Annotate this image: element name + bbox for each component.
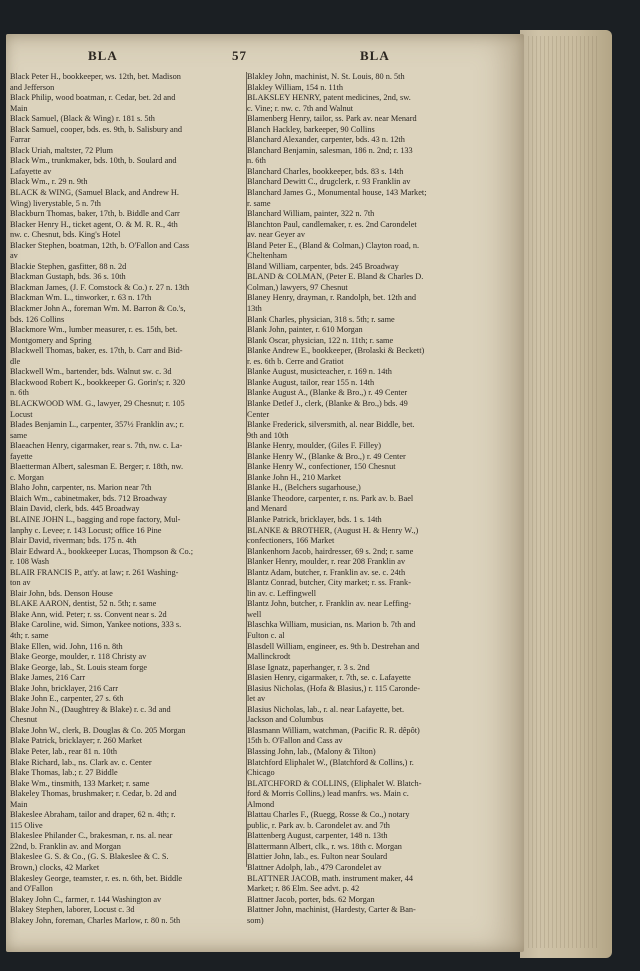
directory-entry-line: well (247, 609, 262, 619)
directory-entry-line: Blake Ann, wid. Peter; r. ss. Convent near s. 2d (10, 609, 167, 619)
directory-entry-line: Lafayette av (10, 166, 52, 176)
directory-entry-line: Blain David, clerk, bds. 445 Broadway (10, 504, 140, 514)
directory-entry-line: Blakey John C., farmer, r. 144 Washington av (10, 894, 162, 904)
directory-entry-line: 13th (247, 304, 262, 314)
directory-entry-line: Wing) liverystable, 5 n. 7th (10, 198, 101, 208)
directory-entry-line: Blake Peter, lab., rear 81 n. 10th (10, 747, 118, 756)
directory-entry-line: c. Morgan (10, 472, 44, 482)
directory-entry-line: 115 Olive (10, 820, 43, 830)
directory-entry-line: Jackson and Columbus (247, 715, 324, 725)
directory-entry-line: Blaney Henry, drayman, r. Randolph, bet. 12th and (247, 293, 417, 303)
directory-entry-line: public, r. Park av. b. Carondelet av. and 7th (247, 820, 390, 830)
directory-entry-line: Blasdell William, engineer, es. 9th b. Destrehan and (247, 641, 420, 651)
directory-entry-line: Blair John, bds. Denson House (10, 588, 113, 598)
directory-entry-line: Blanchard Alexander, carpenter, bds. 43 n. 12th (247, 135, 405, 145)
directory-entry-line: Blanchard James G., Monumental house, 143 Market; (247, 188, 427, 198)
directory-entry-line: r. 108 Wash (10, 557, 50, 567)
directory-entry-line: Black Peter H., bookkeeper, ws. 12th, bet. Madison (10, 72, 181, 81)
directory-entry-line: lanphy c. Levee; r. 143 Locust; office 16 Pine (10, 525, 162, 535)
directory-entry-line: Blades Benjamin L., carpenter, 357½ Franklin av.; r. (10, 420, 185, 430)
directory-entry-line: Chesnut (10, 715, 38, 725)
directory-entry-line: som) (247, 915, 264, 925)
directory-entry-line: BLANKE & BROTHER, (August H. & Henry W.,) (247, 525, 419, 535)
directory-entry-line: Blackwell Thomas, baker, es. 17th, b. Carr and Bid- (10, 346, 183, 356)
directory-entry-line: Blank Charles, physician, 318 s. 5th; r. same (247, 314, 395, 324)
directory-entry-line: r. es. 6th b. Cerre and Gratiot (247, 356, 344, 366)
directory-entry-line: Blackburn Thomas, baker, 17th, b. Biddle and Carr (10, 209, 180, 219)
directory-entry-line: Blackie Stephen, gasfitter, 88 n. 2d (10, 261, 127, 271)
directory-entry-line: Blanke Henry W., confectioner, 150 Chesnut (247, 462, 396, 472)
directory-entry-line: Center (247, 409, 270, 419)
directory-entry-line: Main (10, 103, 28, 113)
directory-entry-line: Blackmore Wm., lumber measurer, r. es. 15th, bet. (10, 325, 178, 335)
directory-entry-line: Blair Edward A., bookkeeper Lucas, Thompson & Co.; (10, 546, 194, 556)
directory-entry-line: Black Philip, wood boatman, r. Cedar, bet. 2d and (10, 93, 176, 103)
directory-entry-line: Blaetterman Albert, salesman E. Berger; r. 18th, nw. (10, 462, 184, 472)
directory-entry-line: Blanke August, musicteacher, r. 169 n. 14th (247, 367, 392, 377)
directory-entry-line: Blatchford Eliphalet W., (Blatchford & Collins,) r. (247, 757, 414, 767)
directory-entry-line: Blattner Adolph, lab., 479 Carondelet av (247, 863, 382, 873)
directory-entry-line: Blake Patrick, bricklayer; r. 260 Market (10, 736, 143, 746)
directory-entry-line: Blanchard Dewitt C., drugclerk, r. 93 Franklin av (247, 177, 411, 187)
directory-entry-line: BLATTNER JACOB, math. instrument maker, 44 (247, 873, 414, 883)
directory-entry-line: ford & Morris Collins,) lead manfrs. ws. Main c. (247, 789, 409, 799)
directory-entry-line: Blake John, bricklayer, 216 Carr (10, 683, 118, 693)
directory-entry-line: Blackman Wm. L., tinworker, r. 63 n. 17th (10, 293, 152, 303)
directory-entry-line: Blassing John, lab., (Malony & Tilton) (247, 747, 376, 756)
directory-entry-line: Blanke Henry W., (Blanke & Bro.,) r. 49 Center (247, 451, 406, 461)
directory-entry-line: lin av. c. Leffingwell (247, 588, 317, 598)
directory-entry-line: Blanchton Paul, candlemaker, r. es. 2nd Carondelet (247, 219, 417, 229)
directory-entry-line: Blake George, moulder, r. 118 Christy av (10, 652, 147, 662)
directory-entry-line: Main (10, 799, 28, 809)
directory-entry-line: Mallinckrodt (247, 652, 291, 662)
directory-entry-line: and Menard (247, 504, 287, 514)
directory-entry-line: Blattenberg August, carpenter, 148 n. 13th (247, 831, 388, 841)
directory-entry-line: Fulton c. al (247, 630, 285, 640)
directory-entry-line: nw. c. Chesnut, bds. King's Hotel (10, 230, 121, 240)
directory-entry-line: Chicago (247, 768, 275, 778)
directory-entry-line: Blake John W., clerk, B. Douglas & Co. 205 Morgan (10, 725, 186, 735)
directory-entry-line: Blanke Henry, moulder, (Giles F. Filley) (247, 441, 381, 451)
directory-entry-line: Blake Wm., tinsmith, 133 Market; r. same (10, 778, 150, 788)
directory-entry-line: Blanke August A., (Blanke & Bro.,) r. 49 Center (247, 388, 408, 398)
directory-entry-line: Blasien Henry, cigarmaker, r. 7th, se. c. Lafayette (247, 673, 411, 683)
directory-entry-line: Blakeley Thomas, brushmaker; r. Cedar, b. 2d and (10, 789, 177, 799)
directory-entry-line: Blank John, painter, r. 610 Morgan (247, 325, 363, 335)
directory-entry-line: Blakey John, foreman, Charles Marlow, r. 80 n. 5th (10, 915, 181, 925)
directory-entry-line: dle (10, 356, 21, 366)
directory-entry-line: bds. 126 Collins (10, 314, 65, 324)
directory-entry-line: Blank Oscar, physician, 122 n. 11th; r. same (247, 335, 394, 345)
directory-entry-line: n. 6th (247, 156, 266, 166)
right-column (247, 72, 519, 926)
directory-entry-line: Blaho John, carpenter, ns. Marion near 7th (10, 483, 152, 493)
directory-entry-line: Blanke John H., 210 Market (247, 472, 342, 482)
directory-entry-line: Blanke H., (Belchers sugarhouse,) (247, 483, 361, 493)
directory-entry-line: Black Uriah, maltster, 72 Plum (10, 145, 113, 155)
directory-entry-line: Cheltenham (247, 251, 288, 261)
directory-entry-line: Blantz Conrad, butcher, City market; r. ss. Frank- (247, 578, 411, 588)
directory-entry-line: Blake Thomas, lab.; r. 27 Biddle (10, 768, 118, 778)
directory-entry-line: Blackman James, (J. F. Comstock & Co.) r. 27 n. 13th (10, 282, 190, 292)
directory-entry-line: Blanke August, tailor, rear 155 n. 14th (247, 377, 375, 387)
directory-entry-line: Blattner Jacob, porter, bds. 62 Morgan (247, 894, 375, 904)
directory-entry-line: Blacker Henry H., ticket agent, O. & M. R. R., 4th (10, 219, 178, 229)
directory-entry-line: Blanchard William, painter, 322 n. 7th (247, 209, 375, 219)
directory-entry-line: Blasius Nicholas, (Hofa & Blasius,) r. 115 Caronde- (247, 683, 420, 693)
left-column (10, 72, 248, 926)
directory-entry-line: Blasmann William, watchman, (Pacific R. R. dêpôt) (247, 725, 420, 735)
directory-entry-line: Black Samuel, (Black & Wing) r. 181 s. 5th (10, 114, 155, 124)
directory-entry-line: 22nd, b. Franklin av. and Morgan (10, 841, 121, 851)
directory-entry-line: Blake John E., carpenter, 27 s. 6th (10, 694, 124, 704)
directory-entry-line: Blake James, 216 Carr (10, 673, 86, 683)
directory-entry-line: confectioners, 166 Market (247, 536, 335, 546)
directory-entry-line: Black Wm., trunkmaker, bds. 10th, b. Soulard and (10, 156, 177, 166)
directory-entry-line: BLAINE JOHN L., bagging and rope factory, Mul- (10, 514, 181, 524)
directory-entry-line: r. same (247, 198, 271, 208)
directory-entry-line: Locust (10, 409, 33, 419)
directory-entry-line: Farrar (10, 135, 31, 145)
directory-entry-line: BLACK & WING, (Samuel Black, and Andrew H. (10, 188, 179, 198)
directory-entry-line: fayette (10, 451, 33, 461)
directory-entry-line: Blanke Frederick, silversmith, al. near Biddle, bet. (247, 420, 415, 430)
directory-entry-line: ton av (10, 578, 31, 588)
directory-entry-line: BLATCHFORD & COLLINS, (Eliphalet W. Blatch- (247, 778, 422, 788)
directory-entry-line: same (10, 430, 28, 440)
directory-entry-line: BLAKSLEY HENRY, patent medicines, 2nd, sw. (247, 93, 411, 103)
directory-entry-line: Blackwood Robert K., bookkeeper G. Gorin's; r. 320 (10, 377, 186, 387)
directory-entry-line: Blanke Patrick, bricklayer, bds. 1 s. 14th (247, 514, 382, 524)
directory-entry-line: BLACKWOOD WM. G., lawyer, 29 Chesnut; r. 105 (10, 398, 185, 408)
directory-entry-line: 4th; r. same (10, 630, 49, 640)
directory-entry-line: Blanch Hackley, barkeeper, 90 Collins (247, 124, 375, 134)
directory-entry-line: Blakeslee Abraham, tailor and draper, 62 n. 4th; r. (10, 810, 176, 820)
directory-entry-line: Blanker Henry, moulder, r. rear 208 Franklin av (247, 557, 406, 567)
directory-entry-line: let av (247, 694, 266, 704)
directory-entry-line: Blackman Gustaph, bds. 36 s. 10th (10, 272, 126, 282)
directory-entry-line: Black Wm., r. 29 n. 9th (10, 177, 88, 187)
directory-entry-line: Blake Caroline, wid. Simon, Yankee notions, 333 s. (10, 620, 182, 630)
directory-entry-line: Blanke Theodore, carpenter, r. ns. Park av. b. Bael (247, 493, 414, 503)
directory-entry-line: Bland Peter E., (Bland & Colman,) Clayton road, n. (247, 240, 420, 250)
directory-entry-line: av (10, 251, 18, 261)
directory-entry-line: Blake Richard, lab., ns. Clark av. c. Center (10, 757, 152, 767)
directory-entry-line: Blantz Adam, butcher, r. Franklin av. se. c. 24th (247, 567, 406, 577)
directory-entry-line: BLAIR FRANCIS P., att'y. at law; r. 261 Washing- (10, 567, 179, 577)
directory-entry-line: BLAND & COLMAN, (Peter E. Bland & Charles D. (247, 272, 424, 282)
directory-entry-line: Brown,) clocks, 42 Market (10, 863, 100, 873)
directory-entry-line: Blanke Andrew E., bookkeeper, (Brolaski & Beckett) (247, 346, 425, 356)
directory-entry-line: Blattau Charles F., (Ruegg, Rosse & Co.,) notary (247, 810, 410, 820)
directory-entry-line: Bland William, carpenter, bds. 245 Broadway (247, 261, 399, 271)
directory-entry-line: Blanke Detlef J., clerk, (Blanke & Bro.,) bds. 49 (247, 398, 408, 408)
directory-entry-line: Montgomery and Spring (10, 335, 92, 345)
directory-entry-line: Blanchard Benjamin, salesman, 186 n. 2nd; r. 133 (247, 145, 413, 155)
page-edge-lines (528, 36, 598, 948)
directory-entry-line: Blanchard Charles, bookkeeper, bds. 83 s. 14th (247, 166, 404, 176)
directory-entry-line: av. near Geyer av (247, 230, 305, 240)
directory-entry-line: c. Vine; r. nw. c. 7th and Walnut (247, 103, 354, 113)
directory-entry-line: Blake Ellen, wid. John, 116 n. 8th (10, 641, 123, 651)
directory-entry-line: and O'Fallon (10, 884, 53, 894)
directory-entry-line: Blakley William, 154 n. 11th (247, 82, 343, 92)
directory-entry-line: Blake George, lab., St. Louis steam forge (10, 662, 148, 672)
directory-entry-line: n. 6th (10, 388, 29, 398)
directory-entry-line: Black Samuel, cooper, bds. es. 9th, b. Salisbury and (10, 124, 183, 134)
directory-entry-line: Blakeslee Philander C., brakesman, r. ns. al. near (10, 831, 173, 841)
directory-entry-line: Blakeslee G. S. & Co., (G. S. Blakeslee & C. S. (10, 852, 169, 862)
directory-entry-line: Blakley John, machinist, N. St. Louis, 80 n. 5th (247, 72, 405, 81)
directory-entry-line: Blacker Stephen, boatman, 12th, b. O'Fallon and Cass (10, 240, 190, 250)
directory-entry-line: Blattier John, lab., es. Fulton near Soulard (247, 852, 388, 862)
directory-entry-line: Blakey Stephen, laborer, Locust c. 3d (10, 905, 135, 915)
directory-entry-line: 9th and 10th (247, 430, 289, 440)
directory-entry-line: Blaich Wm., cabinetmaker, bds. 712 Broadway (10, 493, 167, 503)
directory-entry-line: Blankenhorn Jacob, hairdresser, 69 s. 2nd; r. same (247, 546, 414, 556)
directory-entry-line: Blaeachen Henry, cigarmaker, rear s. 7th, nw. c. La- (10, 441, 183, 451)
left-running-head: BLA (88, 48, 118, 63)
directory-entry-line: Colman,) lawyers, 97 Chesnut (247, 282, 348, 292)
right-running-head: BLA (360, 48, 390, 63)
directory-entry-line: Blackmer John A., foreman Wm. M. Barron & Co.'s, (10, 304, 186, 314)
directory-entry-line: Blattner John, machinist, (Hardesty, Carter & Ban- (247, 905, 416, 915)
directory-entry-line: Market; r. 86 Elm. See advt. p. 42 (247, 884, 360, 894)
directory-entry-line: Blasius Nicholas, lab., r. al. near Lafayette, bet. (247, 704, 405, 714)
directory-entry-line: Blake John N., (Daughtrey & Blake) r. c. 3d and (10, 704, 171, 714)
directory-entry-line: Blattermann Albert, clk., r. ws. 18th c. Morgan (247, 841, 402, 851)
directory-entry-line: Blackwell Wm., bartender, bds. Walnut sw. c. 3d (10, 367, 172, 377)
directory-entry-line: Blantz John, butcher, r. Franklin av. near Leffing- (247, 599, 412, 609)
page-number: 57 (232, 48, 247, 63)
directory-entry-line: Almond (247, 799, 275, 809)
directory-entry-line: BLAKE AARON, dentist, 52 n. 5th; r. same (10, 599, 157, 609)
directory-entry-line: 15th b. O'Fallon and Cass av (247, 736, 343, 746)
directory-entry-line: Blair David, riverman; bds. 175 n. 4th (10, 536, 137, 546)
directory-entry-line: Blakesley George, teamster, r. es. n. 6th, bet. Biddle (10, 873, 183, 883)
directory-entry-line: Blaschka William, musician, ns. Marion b. 7th and (247, 620, 416, 630)
directory-entry-line: and Jefferson (10, 82, 55, 92)
directory-entry-line: Blamenberg Henry, tailor, ss. Park av. near Menard (247, 114, 417, 124)
directory-entry-line: Blase Ignatz, paperhanger, r. 3 s. 2nd (247, 662, 370, 672)
